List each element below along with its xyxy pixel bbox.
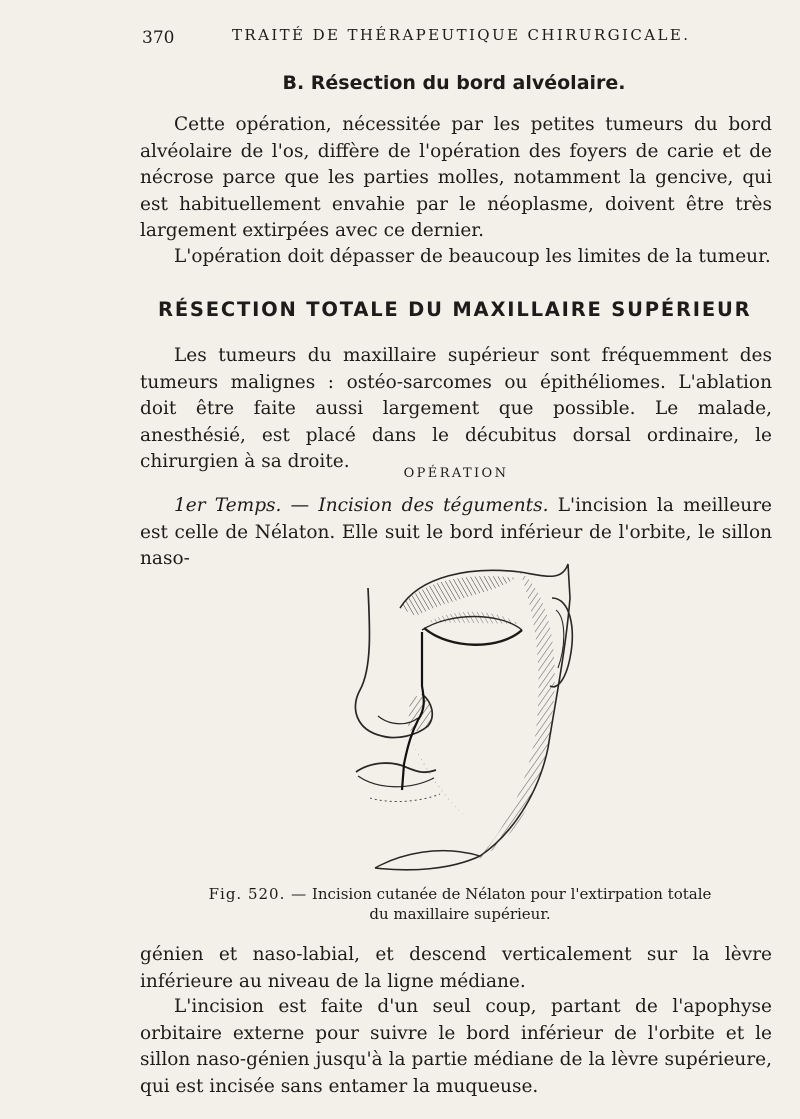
face-incision-illustration — [330, 558, 590, 876]
operation-label: OPÉRATION — [403, 466, 509, 481]
figure-caption-text: Incision cutanée de Nélaton pour l'extirpation totale du maxillaire supérieur. — [311, 885, 712, 923]
paragraph-continuation-1: génien et naso-labial, et descend verticalement sur la lèvre inférieure au niveau de la ligne médiane. — [140, 944, 772, 992]
paragraph-tumeurs: Les tumeurs du maxillaire supérieur sont fréquemment des tumeurs malignes : ostéo-sarcomes ou épithéliomes. L'ablation doit être faite aussi largement que possible. Le malade, anesthésié, est placé dans le décubitus dorsal ordinaire, le chirurgien à sa droite. — [140, 345, 772, 472]
figure-caption — [200, 884, 720, 924]
mouth-and-chin — [356, 738, 480, 868]
paragraph-alveolar-1: Cette opération, nécessitée par les petites tumeurs du bord alvéolaire de l'os, diffère de l'opération des foyers de carie et de nécrose parce que les parties molles, notamment la gencive, qui est habituellement envahie par le néoplasme, doivent être très largement extirpées avec ce dernier. — [140, 114, 772, 241]
running-title: TRAITÉ DE THÉRAPEUTIQUE CHIRURGICALE. — [232, 26, 691, 44]
figure-label: Fig. 520. — — [208, 885, 308, 903]
closed-eye — [422, 612, 522, 645]
section-heading-alveolar: B. Résection du bord alvéolaire. — [282, 72, 626, 94]
first-step-text: L'incision la meilleure est celle de Nélaton. Elle suit le bord inférieur de l'orbite, le sillon naso- — [140, 495, 772, 569]
face-outline — [375, 564, 570, 870]
paragraph-continuation-2: L'incision est faite d'un seul coup, partant de l'apophyse orbitaire externe pour suivre le bord inférieur de l'orbite et le sillon naso-génien jusqu'à la partie médiane de la lèvre supérieure, qui est incisée sans entamer la muqueuse. — [140, 996, 772, 1097]
paragraph-alveolar-2: L'opération doit dépasser de beaucoup les limites de la tumeur. — [174, 246, 771, 267]
page-number: 370 — [142, 28, 175, 48]
first-step-label: 1er Temps. — Incision des téguments. — [174, 495, 549, 516]
section-heading-total-resection: RÉSECTION TOTALE DU MAXILLAIRE SUPÉRIEUR — [158, 298, 752, 321]
running-head — [140, 22, 700, 46]
